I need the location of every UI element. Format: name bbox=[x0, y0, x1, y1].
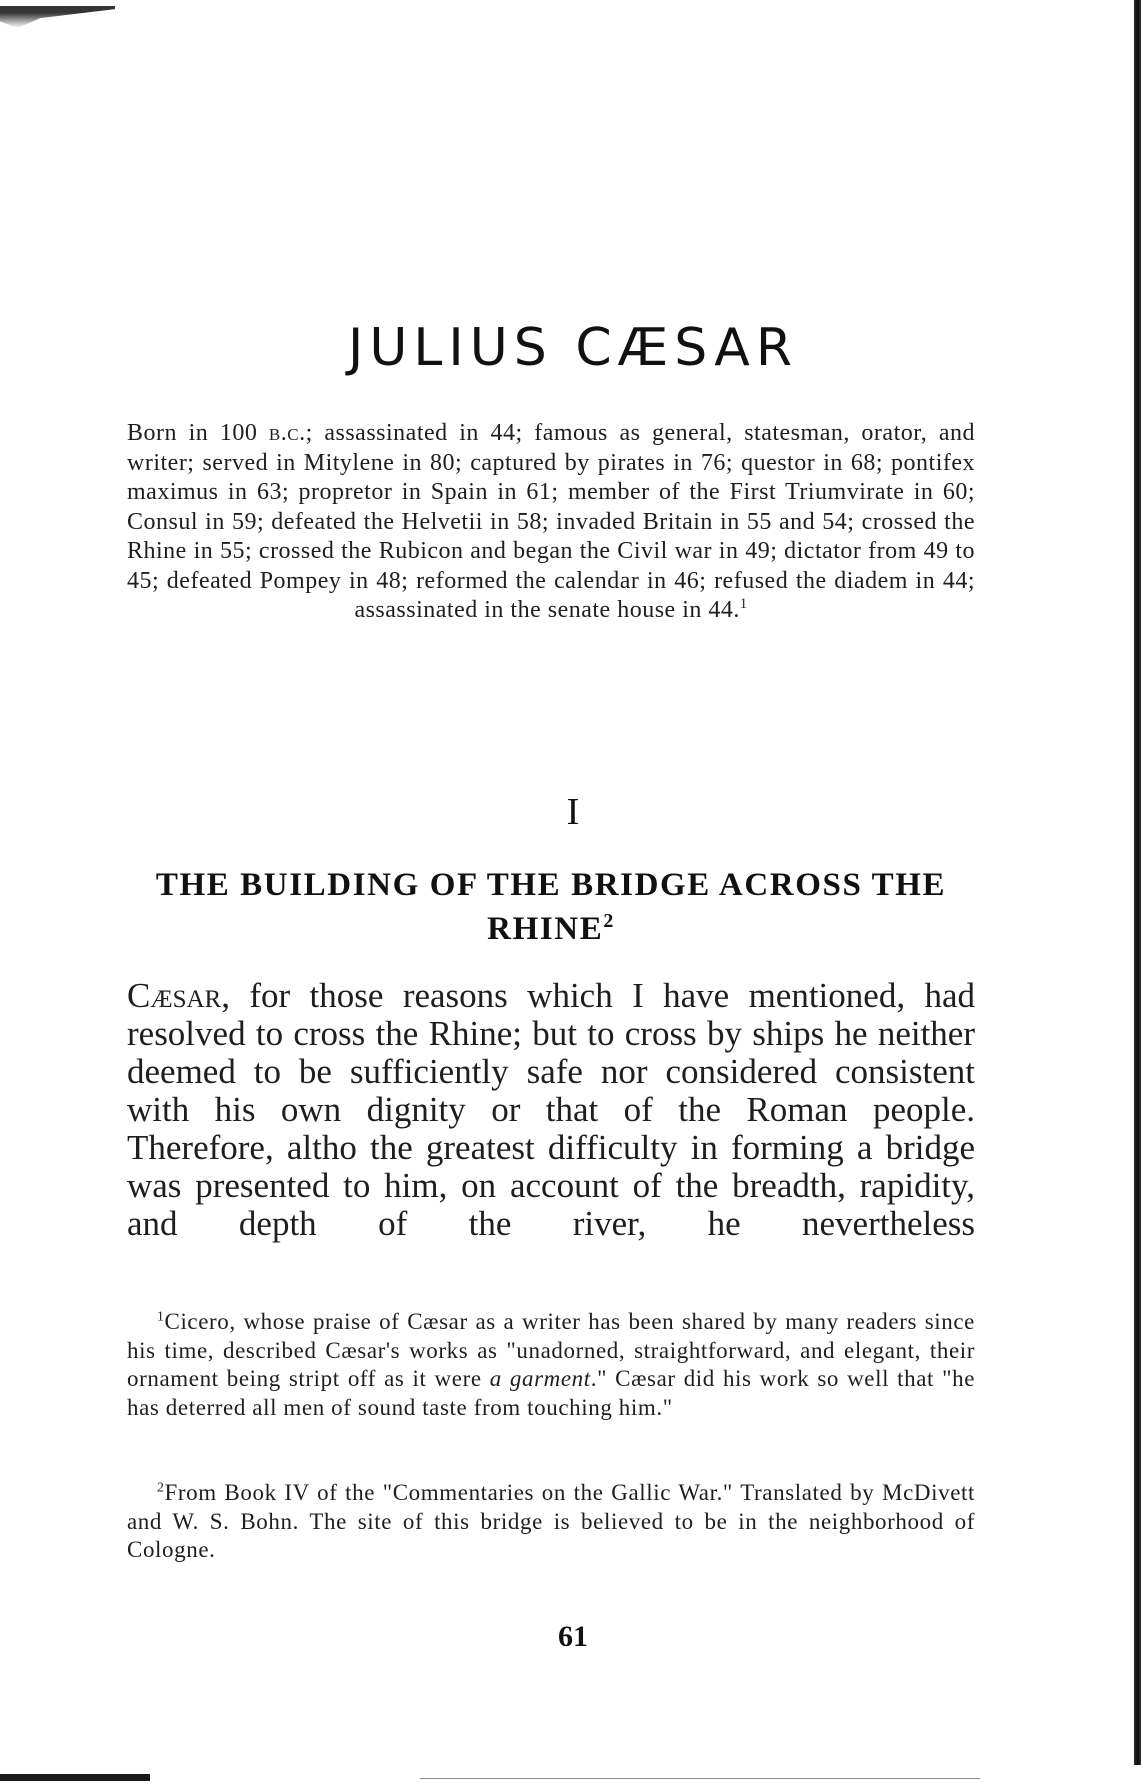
main-lead-word: Cæsar bbox=[127, 976, 222, 1015]
footnote-2-marker: 2 bbox=[157, 1479, 165, 1495]
scan-corner-mark bbox=[0, 6, 115, 28]
footnote-1-text-a: Cicero, whose praise of Cæsar as a writer has been shared by many readers since his time, described Cæsar's works as "unadorned, straightforward, and elegant, their ornament being stript off as it were bbox=[127, 1309, 975, 1391]
page-edge-shadow bbox=[1134, 0, 1141, 1765]
footnote-2-text: From Book IV of the "Commentaries on the Gallic War." Translated by McDivett and W. S. Bohn. The site of this bridge is believed to be in the neighborhood of Cologne. bbox=[127, 1480, 975, 1562]
footnote-2 bbox=[127, 1479, 975, 1565]
footnote-ref-1: 1 bbox=[739, 596, 748, 612]
footnote-1-emphasis: a garment bbox=[489, 1366, 591, 1391]
footnote-1-marker: 1 bbox=[157, 1308, 165, 1324]
page-title: JULIUS CÆSAR bbox=[348, 318, 798, 378]
chapter-title bbox=[127, 863, 975, 951]
biography-summary bbox=[127, 419, 975, 626]
scan-bottom-line bbox=[420, 1778, 980, 1779]
chapter-title-text: THE BUILDING OF THE BRIDGE ACROSS THE RHINE bbox=[155, 867, 947, 947]
bio-text: ; assassinated in 44; famous as general, statesman, orator, and writer; served in Mitylene in 80; captured by pirates in 76; questor in 68; pontifex maximus in 63; propretor in Spain in 61; member of the First Triumvirate in 60; Consul in 59; defeated the Helvetii in 58; invaded Britain in 55 and 54; crossed the Rhine in 55; crossed the Rubicon and began the Civil war in 49; dictator from 49 to 45; defeated Pompey in 48; reformed the calendar in 46; refused the diadem in 44; assassinated in the senate house in 44. bbox=[127, 420, 975, 623]
scan-bottom-mark bbox=[0, 1774, 150, 1781]
page-number: 61 bbox=[558, 1620, 588, 1653]
bio-born: Born in 100 bbox=[127, 420, 258, 446]
footnote-1 bbox=[127, 1308, 975, 1422]
chapter-numeral: I bbox=[566, 791, 580, 833]
footnote-1-text-b: ." Cæsar did his work so well that "he has deterred all men of sound taste from touching him." bbox=[127, 1366, 976, 1420]
main-body-text: , for those reasons which I have mentioned, had resolved to cross the Rhine; but to cross by ships he neither deemed to be sufficiently safe nor considered consistent with his own dignity or that of the Roman people. Therefore, altho the greatest difficulty in forming a bridge was presented to him, on account of the breadth, rapidity, and depth of the river, he nevertheless bbox=[127, 976, 975, 1243]
main-paragraph bbox=[127, 977, 975, 1243]
bio-bc: b.c. bbox=[268, 420, 306, 446]
footnote-ref-2: 2 bbox=[603, 910, 615, 932]
